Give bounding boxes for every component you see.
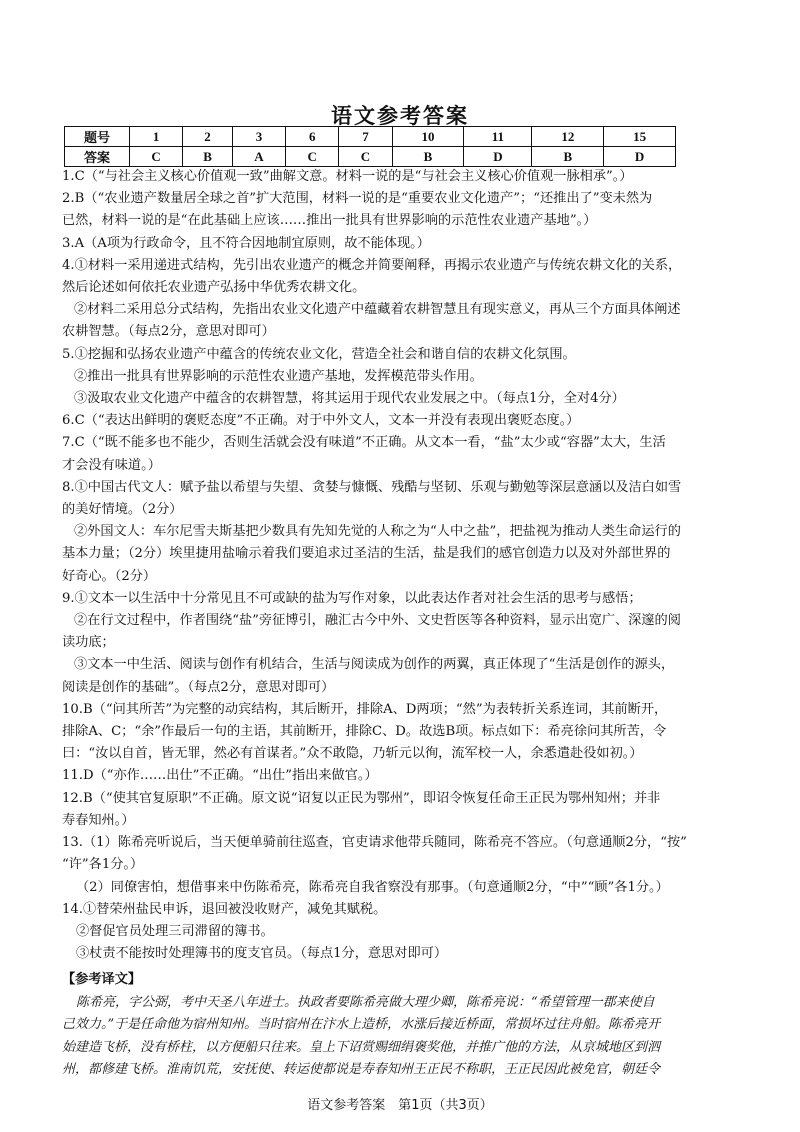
answer-value: B [532,147,604,167]
answer-line: 1.C（“与社会主义核心价值观一致”曲解文意。材料一说的是“与社会主义核心价值观一脉相承”。） [62,169,633,184]
answer-line: 8.①中国古代文人：赋予盐以希望与失望、贪婪与慷慨、残酷与坚韧、乐观与勤勉等深层意涵以及洁白如雪 [62,479,682,495]
answer-line: 11.D（“亦作……出仕”不正确。“出仕”指出来做官。） [62,768,378,784]
answer-line: ②在行文过程中，作者围绕“盐”旁征博引，融汇古今中外、文史哲医等各种资料，显示出宽广、深邃的阅 [74,613,681,629]
answer-line: 9.①文本一以生活中十分常见且不可或缺的盐为写作对象，以此表达作者对社会生活的思考与感悟； [62,590,642,606]
translation-line: 始建造飞桥，没有桥柱，以方便船只往来。皇上下诏赏赐细绢褒奖他，并推广他的方法，从京城地区到泗 [62,1039,661,1055]
answer-line: ③杖责不能按时处理簿书的度支官员。（每点1分，意思对即可） [76,946,448,962]
question-number: 2 [183,127,233,147]
answer-line: 才会没有味道。） [62,457,161,473]
answer-line: ③文本一中生活、阅读与创作有机结合，生活与阅读成为创作的两翼，真正体现了“生活是创作的源头， [74,657,675,673]
answer-line: 6.C（“表达出鲜明的褒贬态度”不正确。对于中外文人，文本一并没有表现出褒贬态度。） [62,413,580,429]
answer-value: C [339,147,392,167]
answer-value: B [183,147,233,167]
page-title: 语文参考答案 [331,103,469,128]
answer-line: 7.C（“既不能多也不能少，否则生活就会没有味道”不正确。从文本一看，“盐”太少或“容器”太大，生活 [62,435,666,451]
answer-line: 好奇心。（2分） [62,568,157,584]
answer-line: 13.（1）陈希亮听说后，当天便单骑前往巡查，官吏请求他带兵随同，陈希亮不答应。（句意通顺2分，“按” [62,835,687,851]
answer-explanations [62,166,742,1082]
answer-line: ②推出一批具有世界影响的示范性农业遗产基地，发挥模范带头作用。 [74,368,483,384]
answer-line: “许”各1分。） [62,857,144,873]
answer-line: 3.A（A项为行政命令，且不符合因地制宜原则，故不能体现。） [62,235,430,251]
answer-line: 2.B（“农业遗产数量居全球之首”扩大范围，材料一说的是“重要农业文化遗产”；“还推出了”变未然为 [62,191,653,207]
answer-line: （2）同僚害怕，想借事来中伤陈希亮，陈希亮自我省察没有那事。（句意通顺2分，“中”“顾”各1分。） [76,879,669,895]
answer-line: 基本力量；（2分）埃里捷用盐喻示着我们要追求过圣洁的生活，盐是我们的感官创造力以及对外部世界的 [62,546,671,562]
answer-table [64,126,676,167]
answer-line: 14.①替荣州盐民申诉，退回被没收财产，减免其赋税。 [62,901,387,917]
question-number-header: 题号 [65,127,130,147]
question-number: 7 [339,127,392,147]
answer-line: 读功底； [62,635,115,651]
answer-line: 10.B（“问其所苦”为完整的动宾结构，其后断开，排除A、D两项；“然”为表转折关系连词，其前断开， [62,701,668,717]
answer-line: 排除A、C；“余”作最后一句的主语，其前断开，排除C、D。故选B项。标点如下：希亮徐问其所苦，令 [62,724,667,740]
question-number: 15 [604,127,676,147]
translation-heading: 【参考译文】 [62,972,142,988]
answer-line: 寿春知州。） [62,812,135,828]
answer-line: 阅读是创作的基础”。（每点2分，意思对即可） [62,679,335,695]
answer-row [65,147,676,167]
answer-line: 然后论述如何依托农业遗产弘扬中华优秀农耕文化。 [62,280,366,296]
page-footer: 语文参考答案 第1页（共3页） [307,1098,493,1113]
translation-line: 陈希亮，字公弼，考中天圣八年进士。执政者要陈希亮做大理少卿，陈希亮说：“希望管理一郡来使自 [76,994,655,1010]
answer-value: B [392,147,464,167]
answer-value: A [232,147,285,167]
question-number-row [65,127,676,147]
question-number: 10 [392,127,464,147]
answer-line: 的美好情境。（2分） [62,502,183,518]
answer-line: ②督促官员处理三司滞留的簿书。 [76,923,274,939]
answer-header: 答案 [65,147,130,167]
answer-line: ③汲取农业文化遗产中蕴含的农耕智慧，将其运用于现代农业发展之中。（每点1分，全对4分） [74,391,625,407]
answer-line: 5.①挖掘和弘扬农业遗产中蕴含的传统农业文化，营造全社会和谐自信的农耕文化氛围。 [62,346,576,362]
answer-line: 4.①材料一采用递进式结构，先引出农业遗产的概念并简要阐释，再揭示农业遗产与传统农耕文化的关系， [62,257,682,273]
answer-line: 12.B（“使其官复原职”不正确。原文说“诏复以正民为鄂州”，即诏令恢复任命王正民为鄂州知州；并非 [62,790,661,806]
question-number: 12 [532,127,604,147]
answer-line: ②外国文人：车尔尼雪夫斯基把少数具有先知先觉的人称之为“人中之盐”，把盐视为推动人类生命运行的 [74,524,681,540]
answer-line: 已然，材料一说的是“在此基础上应该……推出一批具有世界影响的示范性农业遗产基地”。） [62,213,597,229]
answer-value: D [464,147,532,167]
question-number: 6 [286,127,339,147]
answer-line: ②材料二采用总分式结构，先指出农业文化遗产中蕴藏着农耕智慧且有现实意义，再从三个方面具体阐述 [74,302,681,318]
answer-line: 农耕智慧。（每点2分，意思对即可） [62,324,275,340]
question-number: 1 [130,127,183,147]
answer-line: 曰：“汝以自首，皆无罪，然必有首谋者。”众不敢隐，乃斩元以徇，流军校一人，余悉遣赴役如初。） [62,746,643,762]
question-number: 3 [232,127,285,147]
answer-value: C [130,147,183,167]
translation-line: 己效力。”于是任命他为宿州知州。当时宿州在汴水上造桥，水涨后接近桥面，常损坏过往舟船。陈希亮开 [62,1017,661,1033]
answer-value: D [604,147,676,167]
answer-value: C [286,147,339,167]
question-number: 11 [464,127,532,147]
translation-line: 州，都修建飞桥。淮南饥荒，安抚使、转运使都说是寿春知州王正民不称职，王正民因此被免官，朝廷令 [62,1062,661,1078]
